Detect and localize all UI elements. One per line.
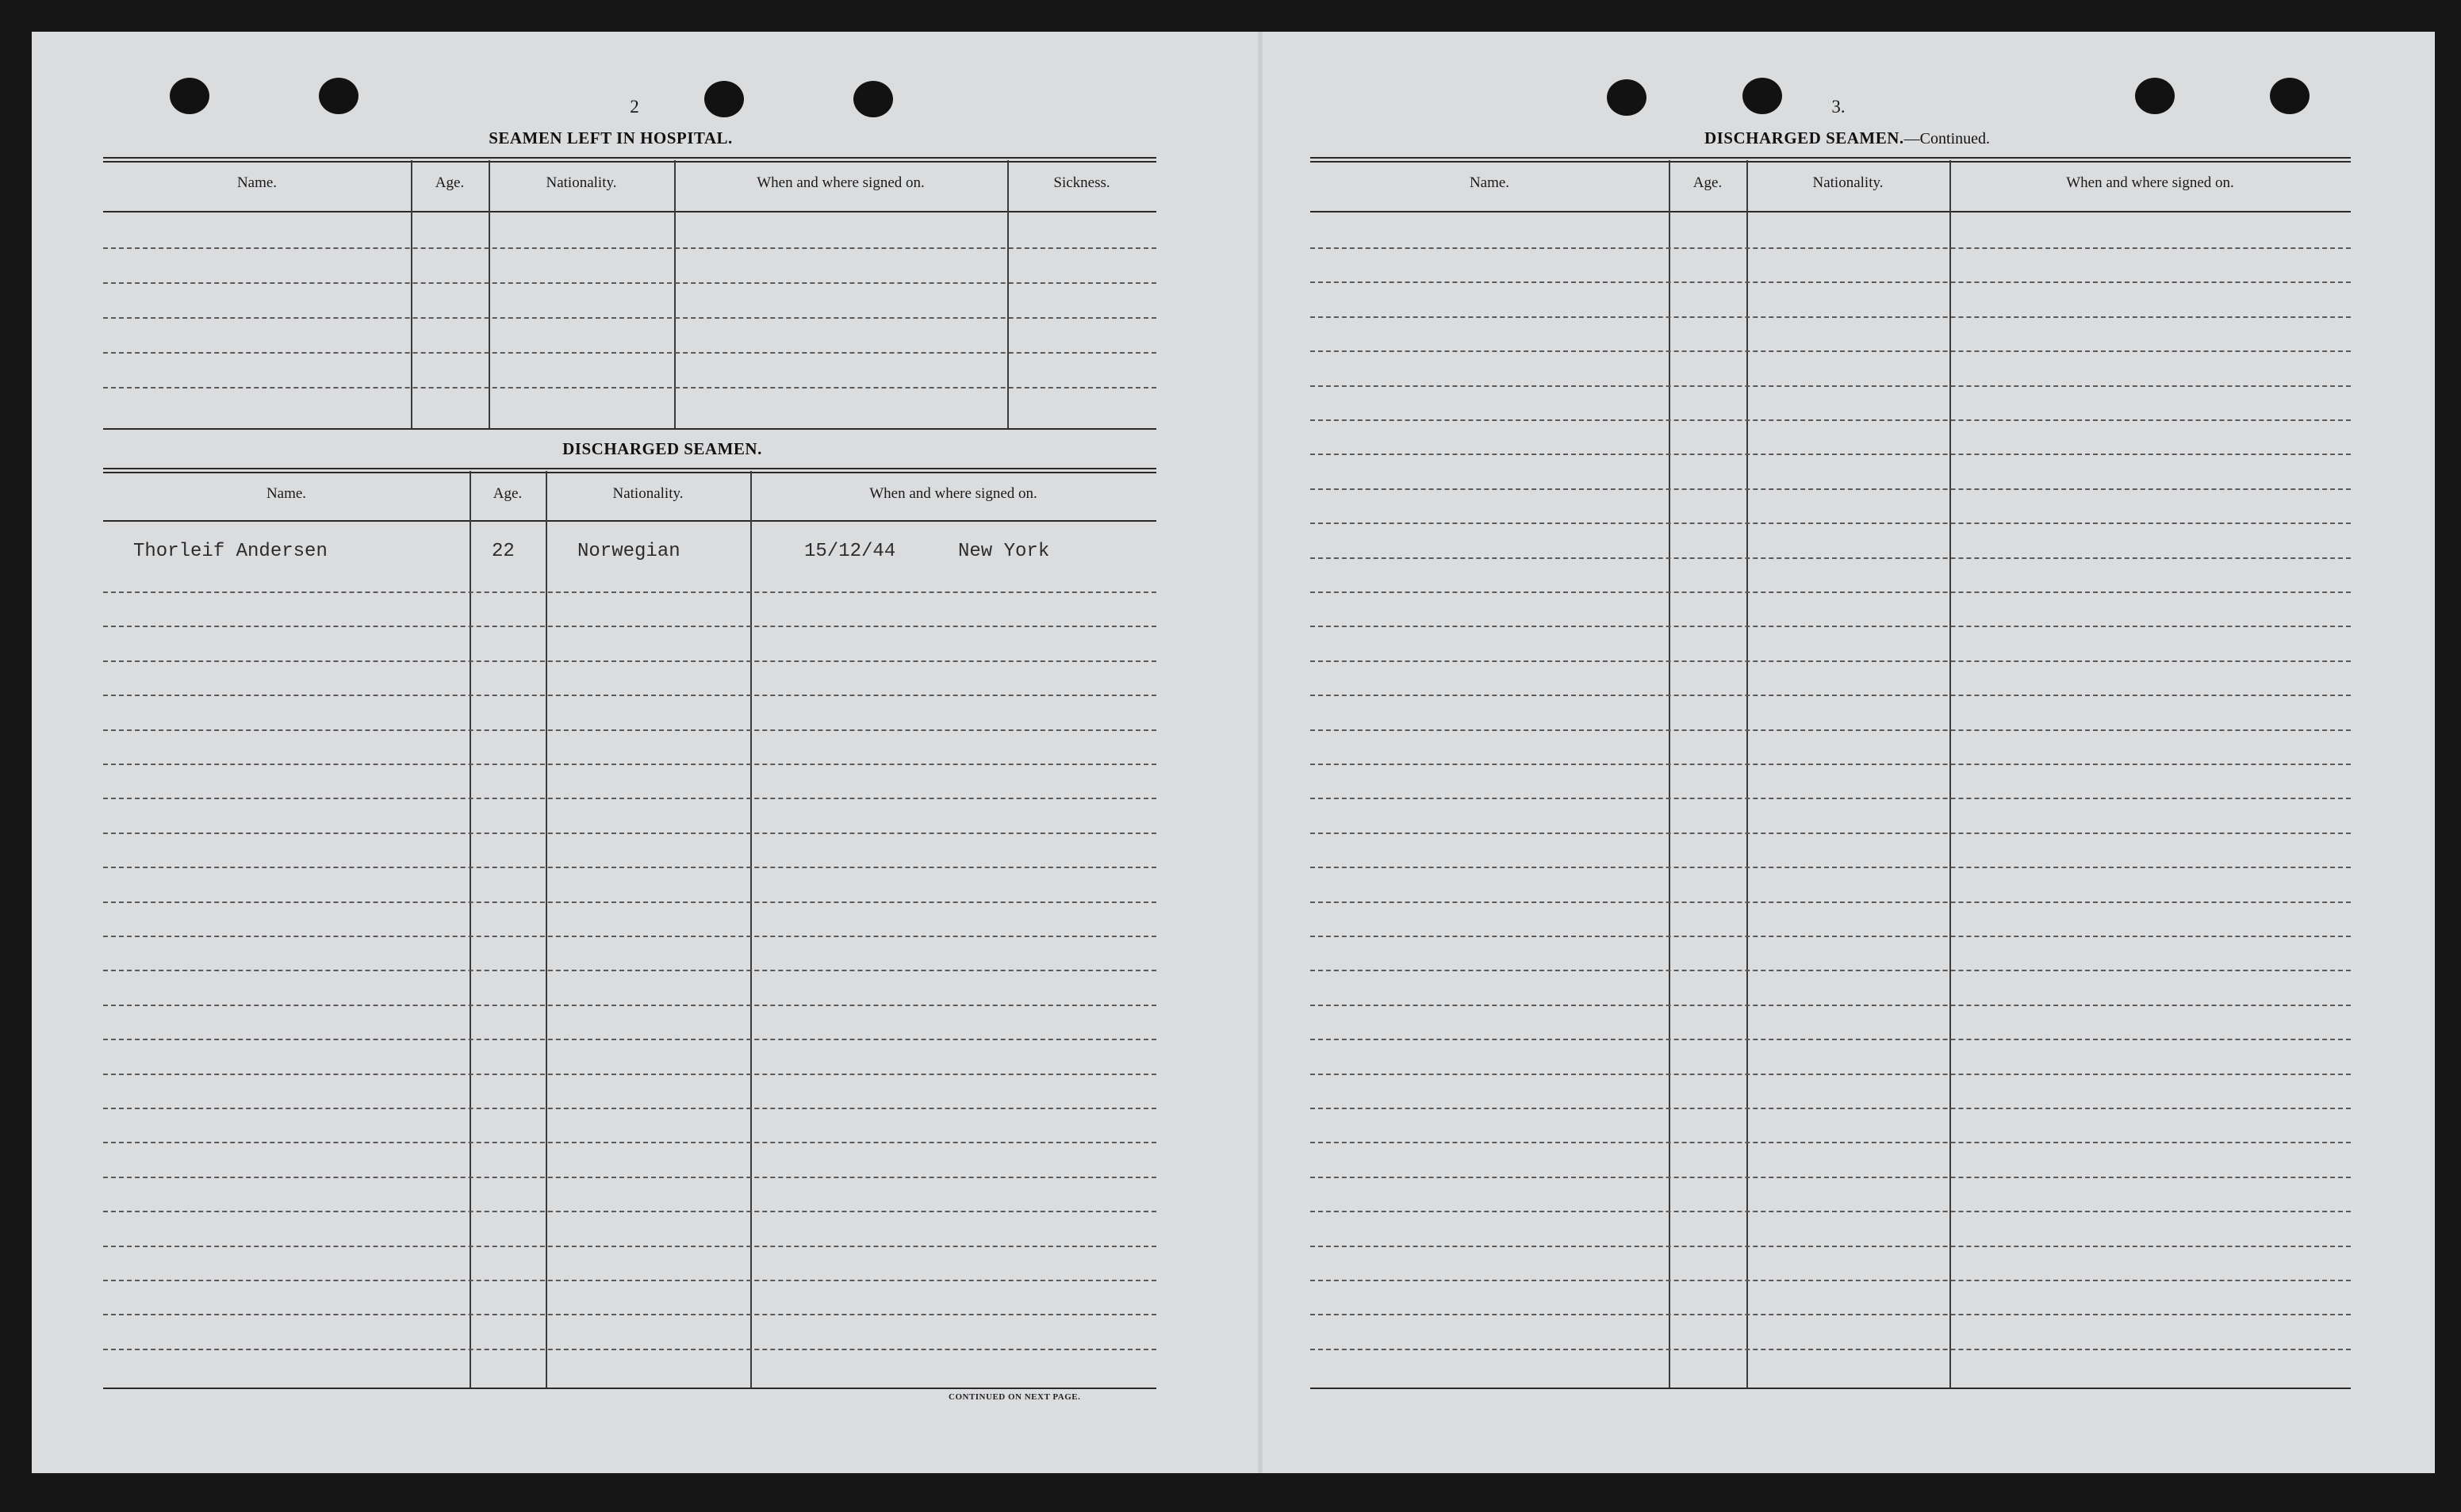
row-line (1310, 1039, 2351, 1040)
continued-note: CONTINUED ON NEXT PAGE. (949, 1392, 1081, 1402)
seaman-signed-place: New York (958, 541, 1050, 562)
row-line (103, 1211, 1156, 1212)
row-line (103, 1177, 1156, 1178)
table-top-rule (103, 468, 1156, 473)
row-line (1310, 488, 2351, 490)
ledger-sheet (32, 32, 2435, 1473)
row-line (1310, 798, 2351, 799)
row-line (1310, 316, 2351, 318)
row-line (1310, 557, 2351, 559)
row-line (103, 352, 1156, 354)
row-line (1310, 970, 2351, 971)
column-divider (470, 471, 471, 1388)
table-bottom-rule (103, 428, 1156, 430)
page-fold (1258, 32, 1263, 1473)
continued-section-title (1312, 128, 2382, 148)
row-line (1310, 1349, 2351, 1350)
table-bottom-rule (1310, 1388, 2351, 1389)
column-header: Name. (1469, 174, 1510, 191)
row-line (103, 970, 1156, 971)
row-line (1310, 867, 2351, 868)
header-rule (103, 520, 1156, 522)
continued-title-main: DISCHARGED SEAMEN. (1704, 128, 1904, 147)
row-line (1310, 1314, 2351, 1315)
row-line (103, 833, 1156, 834)
row-line (1310, 1177, 2351, 1178)
column-header: Nationality. (612, 485, 684, 502)
punch-hole (1607, 79, 1646, 116)
row-line (1310, 591, 2351, 593)
column-header: When and where signed on. (869, 485, 1037, 502)
row-line (103, 867, 1156, 868)
column-divider (1746, 160, 1748, 1388)
row-line (103, 1108, 1156, 1109)
page-number-left: 2 (630, 97, 639, 117)
table-top-rule (103, 157, 1156, 163)
column-header: Sickness. (1053, 174, 1110, 191)
row-line (103, 798, 1156, 799)
row-line (1310, 1005, 2351, 1006)
row-line (103, 1074, 1156, 1075)
column-divider (1949, 160, 1951, 1388)
row-line (103, 387, 1156, 389)
punch-hole (170, 78, 209, 114)
row-line (103, 1039, 1156, 1040)
row-line (103, 1280, 1156, 1281)
row-line (1310, 901, 2351, 903)
row-line (1310, 1142, 2351, 1143)
row-line (103, 695, 1156, 696)
row-line (103, 247, 1156, 249)
continued-title-suffix: —Continued. (1903, 130, 1991, 147)
row-line (103, 317, 1156, 319)
row-line (103, 591, 1156, 593)
seaman-name: Thorleif Andersen (133, 541, 328, 562)
row-line (103, 282, 1156, 284)
column-header: Age. (1692, 174, 1723, 191)
row-line (1310, 523, 2351, 524)
column-header: Nationality. (546, 174, 617, 191)
punch-hole (2270, 78, 2310, 114)
punch-hole (319, 78, 358, 114)
row-line (1310, 454, 2351, 455)
seaman-nationality: Norwegian (577, 541, 680, 562)
row-line (1310, 350, 2351, 352)
row-line (1310, 1108, 2351, 1109)
row-line (1310, 281, 2351, 283)
row-line (103, 764, 1156, 765)
column-header: Nationality. (1812, 174, 1884, 191)
row-line (1310, 1211, 2351, 1212)
discharged-section-title: DISCHARGED SEAMEN. (562, 439, 762, 458)
punch-hole (853, 81, 893, 117)
column-divider (1669, 160, 1670, 1388)
row-line (103, 901, 1156, 903)
hospital-section-title: SEAMEN LEFT IN HOSPITAL. (489, 128, 733, 147)
seaman-age: 22 (492, 541, 515, 562)
row-line (103, 1246, 1156, 1247)
row-line (103, 660, 1156, 662)
row-line (103, 1349, 1156, 1350)
column-header: Age. (493, 485, 523, 502)
column-header: When and where signed on. (2066, 174, 2234, 191)
row-line (1310, 729, 2351, 731)
row-line (1310, 247, 2351, 249)
row-line (1310, 419, 2351, 421)
punch-hole (1742, 78, 1782, 114)
header-rule (103, 211, 1156, 212)
column-header: Name. (236, 174, 278, 191)
row-line (1310, 764, 2351, 765)
column-header: Age. (435, 174, 465, 191)
row-line (1310, 385, 2351, 387)
row-line (1310, 1280, 2351, 1281)
seaman-signed-date: 15/12/44 (804, 541, 896, 562)
row-line (103, 1005, 1156, 1006)
row-line (1310, 695, 2351, 696)
table-top-rule (1310, 157, 2351, 163)
header-rule (1310, 211, 2351, 212)
row-line (103, 729, 1156, 731)
row-line (103, 936, 1156, 937)
row-line (1310, 833, 2351, 834)
row-line (1310, 1074, 2351, 1075)
row-line (1310, 1246, 2351, 1247)
column-divider (750, 471, 752, 1388)
column-divider (546, 471, 547, 1388)
row-line (103, 626, 1156, 627)
column-header: When and where signed on. (757, 174, 925, 191)
page-number-right: 3. (1831, 97, 1846, 117)
column-header: Name. (266, 485, 307, 502)
row-line (1310, 626, 2351, 627)
punch-hole (704, 81, 744, 117)
row-line (1310, 660, 2351, 662)
row-line (103, 1142, 1156, 1143)
row-line (103, 1314, 1156, 1315)
punch-hole (2135, 78, 2175, 114)
row-line (1310, 936, 2351, 937)
table-bottom-rule (103, 1388, 1156, 1389)
